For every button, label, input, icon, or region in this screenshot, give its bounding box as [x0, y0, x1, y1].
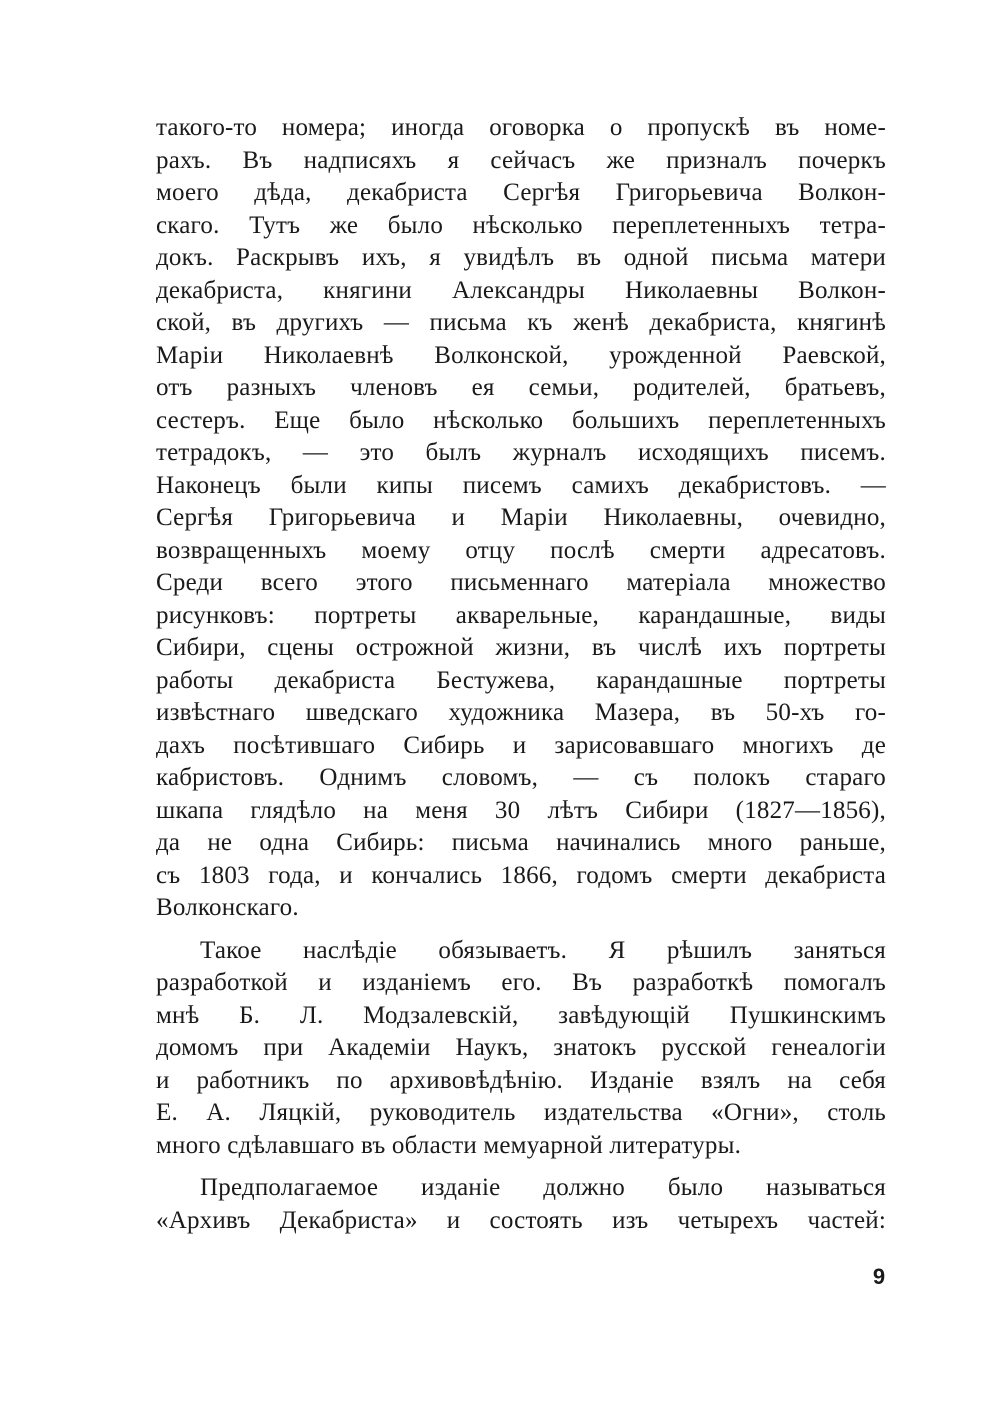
text-line: домомъ при Академіи Наукъ, знатокъ русской генеалогіи [156, 1034, 886, 1061]
text-line: «Архивъ Декабриста» и состоять изъ четырехъ частей: [156, 1206, 886, 1234]
text-line: Предполагаемое изданіе должно было называться [200, 1174, 886, 1201]
text-line: Е. А. Ляцкій, руководитель издательства «Огни», столь [156, 1099, 886, 1126]
page-text [156, 112, 886, 1237]
text-line: и работникъ по архивовѣдѣнію. Изданіе взялъ на себя [156, 1066, 886, 1094]
text-line: работы декабриста Бестужева, карандашные портреты [156, 666, 886, 694]
text-line: тетрадокъ, — это былъ журналъ исходящихъ писемъ. [156, 439, 886, 466]
text-line: декабриста, княгини Александры Николаевны Волкон- [156, 276, 886, 304]
text-line: возвращенныхъ моему отцу послѣ смерти адресатовъ. [156, 536, 886, 564]
text-line: Такое наслѣдіе обязываетъ. Я рѣшилъ заняться [200, 936, 886, 964]
text-line: съ 1803 года, и кончались 1866, годомъ смерти декабриста [156, 861, 886, 889]
paragraph-spacer [156, 925, 886, 935]
text-line: мнѣ Б. Л. Модзалевскій, завѣдующій Пушкинскимъ [156, 1001, 886, 1029]
text-line: Сергѣя Григорьевича и Маріи Николаевны, очевидно, [156, 504, 886, 531]
text-line: Волконскаго. [156, 894, 299, 921]
text-line: докъ. Раскрывъ ихъ, я увидѣлъ въ одной письма матери [156, 244, 886, 271]
text-line: разработкой и изданіемъ его. Въ разработкѣ помогалъ [156, 969, 886, 996]
paragraph-spacer [156, 1162, 886, 1172]
text-line: Сибири, сцены острожной жизни, въ числѣ ихъ портреты [156, 634, 886, 661]
text-line: такого-то номера; иногда оговорка о пропускѣ въ номе- [156, 114, 886, 141]
text-line: да не одна Сибирь: письма начинались много раньше, [156, 829, 886, 856]
text-line: рахъ. Въ надписяхъ я сейчасъ же призналъ почеркъ [156, 146, 886, 174]
page-number: 9 [872, 1264, 886, 1289]
paragraph-2 [156, 935, 886, 1163]
text-line: отъ разныхъ членовъ ея семьи, родителей, братьевъ, [156, 374, 886, 401]
text-line: Среди всего этого письменнаго матеріала множество [156, 569, 886, 596]
text-line: Наконецъ были кипы писемъ самихъ декабристовъ. — [156, 471, 886, 499]
paragraph-1 [156, 112, 886, 925]
text-line: извѣстнаго шведскаго художника Мазера, въ 50-хъ го- [156, 699, 886, 726]
text-line: Маріи Николаевнѣ Волконской, урожденной Раевской, [156, 341, 886, 369]
text-line: рисунковъ: портреты акварельные, карандашные, виды [156, 601, 886, 629]
text-line: шкапа глядѣло на меня 30 лѣтъ Сибири (1827—1856), [156, 796, 886, 824]
paragraph-3 [156, 1172, 886, 1237]
text-line: ской, въ другихъ — письма къ женѣ декабриста, княгинѣ [156, 309, 886, 336]
text-line: кабристовъ. Однимъ словомъ, — съ полокъ стараго [156, 764, 886, 791]
text-line: много сдѣлавшаго въ области мемуарной литературы. [156, 1131, 742, 1159]
text-line: дахъ посѣтившаго Сибирь и зарисовавшаго многихъ де [156, 731, 886, 759]
text-line: скаго. Тутъ же было нѣсколько переплетенныхъ тетра- [156, 211, 886, 239]
text-line: сестеръ. Еще было нѣсколько большихъ переплетенныхъ [156, 406, 886, 434]
text-line: моего дѣда, декабриста Сергѣя Григорьевича Волкон- [156, 179, 886, 206]
